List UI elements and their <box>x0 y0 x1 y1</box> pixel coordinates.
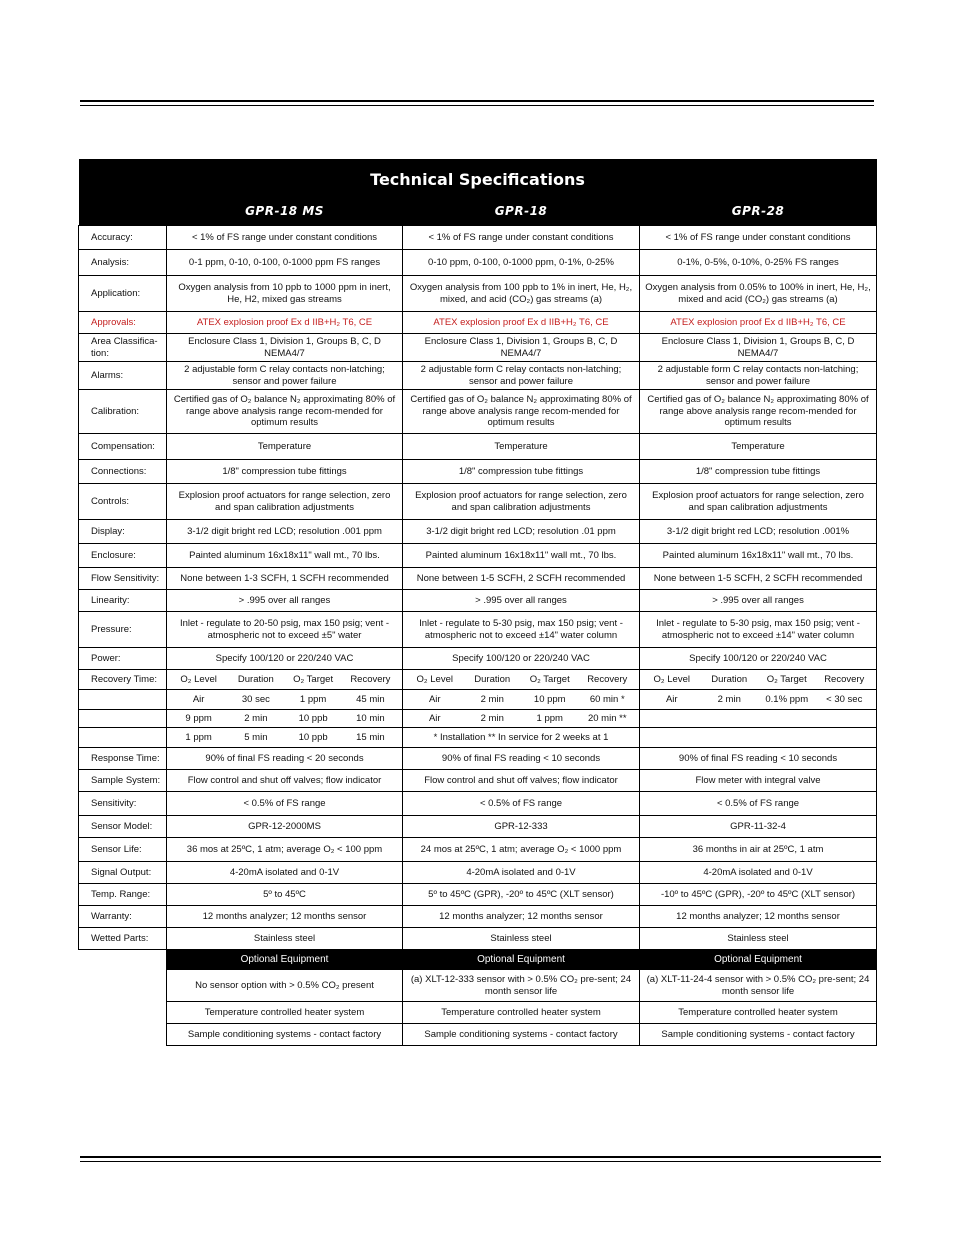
spec-value: 90% of final FS reading < 10 seconds <box>640 748 877 770</box>
spec-value: > .995 over all ranges <box>403 590 640 612</box>
spec-row <box>79 648 877 670</box>
spec-value: ATEX explosion proof Ex d IIB+H₂ T6, CE <box>640 312 877 334</box>
row-label: Calibration: <box>79 390 167 434</box>
spec-value: 2 adjustable form C relay contacts non-latching; sensor and power failure <box>167 362 403 390</box>
spec-value: Oxygen analysis from 100 ppb to 1% in inert, He, H₂, mixed, and acid (CO₂) gas streams (a) <box>403 276 640 312</box>
spec-row <box>79 544 877 568</box>
spec-value: GPR-11-32-4 <box>640 816 877 838</box>
spec-value: Explosion proof actuators for range selection, zero and span calibration adjustments <box>167 484 403 520</box>
optional-value: Sample conditioning systems - contact factory <box>167 1024 403 1046</box>
recovery-section: Recovery Time: O₂ Level Duration O₂ Target Recovery O₂ Level Duration O₂ Target Recovery O₂ Level Duration O₂ Target Recovery Air 30 sec 1 ppm 45 min Air 2 min 10 ppm 60 min * Air 2 min 0.1% ppm < 30 sec 9 ppm 2 min 10 ppb 10 min Air 2 min 1 ppm 20 min ** 1 ppm 5 min 10 ppb 15 min * Installation ** In service for 2 weeks at 1 <box>79 670 877 748</box>
row-label: Compensation: <box>79 434 167 460</box>
row-label: Sensor Model: <box>79 816 167 838</box>
spec-row <box>79 362 877 390</box>
spec-value: Inlet - regulate to 5-30 psig, max 150 psig; vent - atmospheric not to exceed ±14" water column <box>403 612 640 648</box>
spec-value: Flow meter with integral valve <box>640 770 877 792</box>
row-label: Sensor Life: <box>79 838 167 862</box>
row-label: Recovery Time: <box>79 670 167 690</box>
row-label: Analysis: <box>79 250 167 276</box>
spec-value: > .995 over all ranges <box>167 590 403 612</box>
optional-value: Temperature controlled heater system <box>640 1002 877 1024</box>
spec-value: Stainless steel <box>167 928 403 950</box>
row-label: Approvals: <box>79 312 167 334</box>
row-label: Wetted Parts: <box>79 928 167 950</box>
optional-row <box>79 1024 877 1046</box>
spec-row <box>79 276 877 312</box>
spec-value: Temperature <box>640 434 877 460</box>
spec-value: Oxygen analysis from 10 ppb to 1000 ppm in inert, He, H2, mixed gas streams <box>167 276 403 312</box>
spec-row <box>79 460 877 484</box>
spec-value: Flow control and shut off valves; flow indicator <box>403 770 640 792</box>
top-rule <box>80 100 874 102</box>
spec-value: Enclosure Class 1, Division 1, Groups B, C, D NEMA4/7 <box>167 334 403 362</box>
optional-row <box>79 1002 877 1024</box>
spec-value: 4-20mA isolated and 0-1V <box>640 862 877 884</box>
optional-value: Sample conditioning systems - contact factory <box>403 1024 640 1046</box>
spec-value: Inlet - regulate to 20-50 psig, max 150 psig; vent - atmospheric not to exceed ±5" water <box>167 612 403 648</box>
spec-row <box>79 928 877 950</box>
optional-heading: Optional Equipment <box>167 950 403 970</box>
spec-value: Specify 100/120 or 220/240 VAC <box>640 648 877 670</box>
spec-value: Stainless steel <box>403 928 640 950</box>
bottom-rule <box>80 1156 881 1158</box>
optional-value: Temperature controlled heater system <box>167 1002 403 1024</box>
spec-row <box>79 390 877 434</box>
row-label: Sensitivity: <box>79 792 167 816</box>
row-label: Signal Output: <box>79 862 167 884</box>
spec-row <box>79 312 877 334</box>
spec-value: Enclosure Class 1, Division 1, Groups B, C, D NEMA4/7 <box>640 334 877 362</box>
spec-value: None between 1-3 SCFH, 1 SCFH recommended <box>167 568 403 590</box>
optional-value: (a) XLT-12-333 sensor with > 0.5% CO₂ pre-sent; 24 month sensor life <box>403 970 640 1002</box>
spec-value: Painted aluminum 16x18x11" wall mt., 70 lbs. <box>167 544 403 568</box>
spec-row <box>79 568 877 590</box>
optional-row <box>79 970 877 1002</box>
spec-value: < 0.5% of FS range <box>640 792 877 816</box>
spec-value: 2 adjustable form C relay contacts non-latching; sensor and power failure <box>403 362 640 390</box>
optional-value: Sample conditioning systems - contact factory <box>640 1024 877 1046</box>
spec-value: 3-1/2 digit bright red LCD; resolution .001% <box>640 520 877 544</box>
spec-value: Stainless steel <box>640 928 877 950</box>
row-label: Temp. Range: <box>79 884 167 906</box>
spec-row <box>79 590 877 612</box>
spec-value: 3-1/2 digit bright red LCD; resolution .01 ppm <box>403 520 640 544</box>
row-label: Controls: <box>79 484 167 520</box>
spec-value: 90% of final FS reading < 10 seconds <box>403 748 640 770</box>
spec-value: Temperature <box>403 434 640 460</box>
spec-value: 1/8" compression tube fittings <box>640 460 877 484</box>
spec-value: 12 months analyzer; 12 months sensor <box>403 906 640 928</box>
optional-value: (a) XLT-11-24-4 sensor with > 0.5% CO₂ pre-sent; 24 month sensor life <box>640 970 877 1002</box>
spec-row <box>79 770 877 792</box>
row-label: Application: <box>79 276 167 312</box>
spec-value: 36 months in air at 25ºC, 1 atm <box>640 838 877 862</box>
spec-table <box>78 159 877 1046</box>
spec-row <box>79 838 877 862</box>
spec-value: 36 mos at 25ºC, 1 atm; average O₂ < 100 ppm <box>167 838 403 862</box>
row-label: Alarms: <box>79 362 167 390</box>
spec-value: Explosion proof actuators for range selection, zero and span calibration adjustments <box>640 484 877 520</box>
spec-value: Temperature <box>167 434 403 460</box>
spec-row <box>79 484 877 520</box>
optional-value: No sensor option with > 0.5% CO₂ present <box>167 970 403 1002</box>
row-label: Response Time: <box>79 748 167 770</box>
spec-value: -10º to 45ºC (GPR), -20º to 45ºC (XLT sensor) <box>640 884 877 906</box>
spec-value: 4-20mA isolated and 0-1V <box>403 862 640 884</box>
spec-value: 90% of final FS reading < 20 seconds <box>167 748 403 770</box>
row-label: Connections: <box>79 460 167 484</box>
optional-heading: Optional Equipment <box>640 950 877 970</box>
spec-value: 1/8" compression tube fittings <box>167 460 403 484</box>
row-label: Pressure: <box>79 612 167 648</box>
table-title: Technical Specifications <box>79 159 877 199</box>
spec-value: Certified gas of O₂ balance N₂ approximating 80% of range above analysis range recom-mended for optimum results <box>167 390 403 434</box>
spec-value: GPR-12-2000MS <box>167 816 403 838</box>
row-label: Accuracy: <box>79 226 167 250</box>
spec-row <box>79 748 877 770</box>
spec-row <box>79 884 877 906</box>
spec-value: 5º to 45ºC (GPR), -20º to 45ºC (XLT sensor) <box>403 884 640 906</box>
spec-value: Inlet - regulate to 5-30 psig, max 150 psig; vent - atmospheric not to exceed ±14" water column <box>640 612 877 648</box>
row-label: Enclosure: <box>79 544 167 568</box>
spec-value: Specify 100/120 or 220/240 VAC <box>167 648 403 670</box>
spec-value: Painted aluminum 16x18x11" wall mt., 70 lbs. <box>640 544 877 568</box>
spec-value: < 1% of FS range under constant conditions <box>167 226 403 250</box>
spec-value: Certified gas of O₂ balance N₂ approximating 80% of range above analysis range recom-mended for optimum results <box>640 390 877 434</box>
row-label: Display: <box>79 520 167 544</box>
spec-value: Enclosure Class 1, Division 1, Groups B, C, D NEMA4/7 <box>403 334 640 362</box>
spec-value: < 0.5% of FS range <box>167 792 403 816</box>
spec-row <box>79 906 877 928</box>
spec-value: 0-10 ppm, 0-100, 0-1000 ppm, 0-1%, 0-25% <box>403 250 640 276</box>
spec-row <box>79 792 877 816</box>
spec-value: 2 adjustable form C relay contacts non-latching; sensor and power failure <box>640 362 877 390</box>
recovery-footnote: * Installation ** In service for 2 weeks at 1 <box>403 728 640 748</box>
optional-value: Temperature controlled heater system <box>403 1002 640 1024</box>
spec-value: Oxygen analysis from 0.05% to 100% in inert, He, H₂, mixed and acid (CO₂) gas streams (a) <box>640 276 877 312</box>
spec-value: < 1% of FS range under constant conditions <box>403 226 640 250</box>
spec-value: < 1% of FS range under constant conditions <box>640 226 877 250</box>
spec-value: Specify 100/120 or 220/240 VAC <box>403 648 640 670</box>
spec-value: < 0.5% of FS range <box>403 792 640 816</box>
spec-value: 1/8" compression tube fittings <box>403 460 640 484</box>
model-gpr-18: GPR-18 <box>403 199 640 226</box>
spec-value: Certified gas of O₂ balance N₂ approximating 80% of range above analysis range recom-mended for optimum results <box>403 390 640 434</box>
spec-row <box>79 816 877 838</box>
spec-row <box>79 250 877 276</box>
spec-value: ATEX explosion proof Ex d IIB+H₂ T6, CE <box>167 312 403 334</box>
spec-value: Flow control and shut off valves; flow indicator <box>167 770 403 792</box>
spec-row <box>79 334 877 362</box>
top-rule-thin <box>80 105 874 106</box>
spec-value: ATEX explosion proof Ex d IIB+H₂ T6, CE <box>403 312 640 334</box>
spec-row <box>79 434 877 460</box>
spec-value: 12 months analyzer; 12 months sensor <box>167 906 403 928</box>
spec-value: None between 1-5 SCFH, 2 SCFH recommended <box>640 568 877 590</box>
spec-value: 3-1/2 digit bright red LCD; resolution .001 ppm <box>167 520 403 544</box>
spec-row <box>79 612 877 648</box>
spec-value: None between 1-5 SCFH, 2 SCFH recommended <box>403 568 640 590</box>
spec-value: 0-1 ppm, 0-10, 0-100, 0-1000 ppm FS ranges <box>167 250 403 276</box>
spec-value: 24 mos at 25ºC, 1 atm; average O₂ < 1000 ppm <box>403 838 640 862</box>
spec-value: > .995 over all ranges <box>640 590 877 612</box>
model-gpr-18-ms: GPR-18 MS <box>167 199 403 226</box>
spec-value: GPR-12-333 <box>403 816 640 838</box>
spec-row <box>79 862 877 884</box>
bottom-rule-thin <box>80 1161 881 1162</box>
spec-value: 4-20mA isolated and 0-1V <box>167 862 403 884</box>
spec-row <box>79 520 877 544</box>
spec-value: 12 months analyzer; 12 months sensor <box>640 906 877 928</box>
spec-value: 5º to 45ºC <box>167 884 403 906</box>
row-label: Warranty: <box>79 906 167 928</box>
row-label: Linearity: <box>79 590 167 612</box>
row-label: Power: <box>79 648 167 670</box>
optional-heading: Optional Equipment <box>403 950 640 970</box>
spec-value: 0-1%, 0-5%, 0-10%, 0-25% FS ranges <box>640 250 877 276</box>
spec-row <box>79 226 877 250</box>
row-label: Sample System: <box>79 770 167 792</box>
row-label: Area Classifica-tion: <box>79 334 167 362</box>
model-gpr-28: GPR-28 <box>640 199 877 226</box>
spec-value: Explosion proof actuators for range selection, zero and span calibration adjustments <box>403 484 640 520</box>
row-label: Flow Sensitivity: <box>79 568 167 590</box>
spec-value: Painted aluminum 16x18x11" wall mt., 70 lbs. <box>403 544 640 568</box>
